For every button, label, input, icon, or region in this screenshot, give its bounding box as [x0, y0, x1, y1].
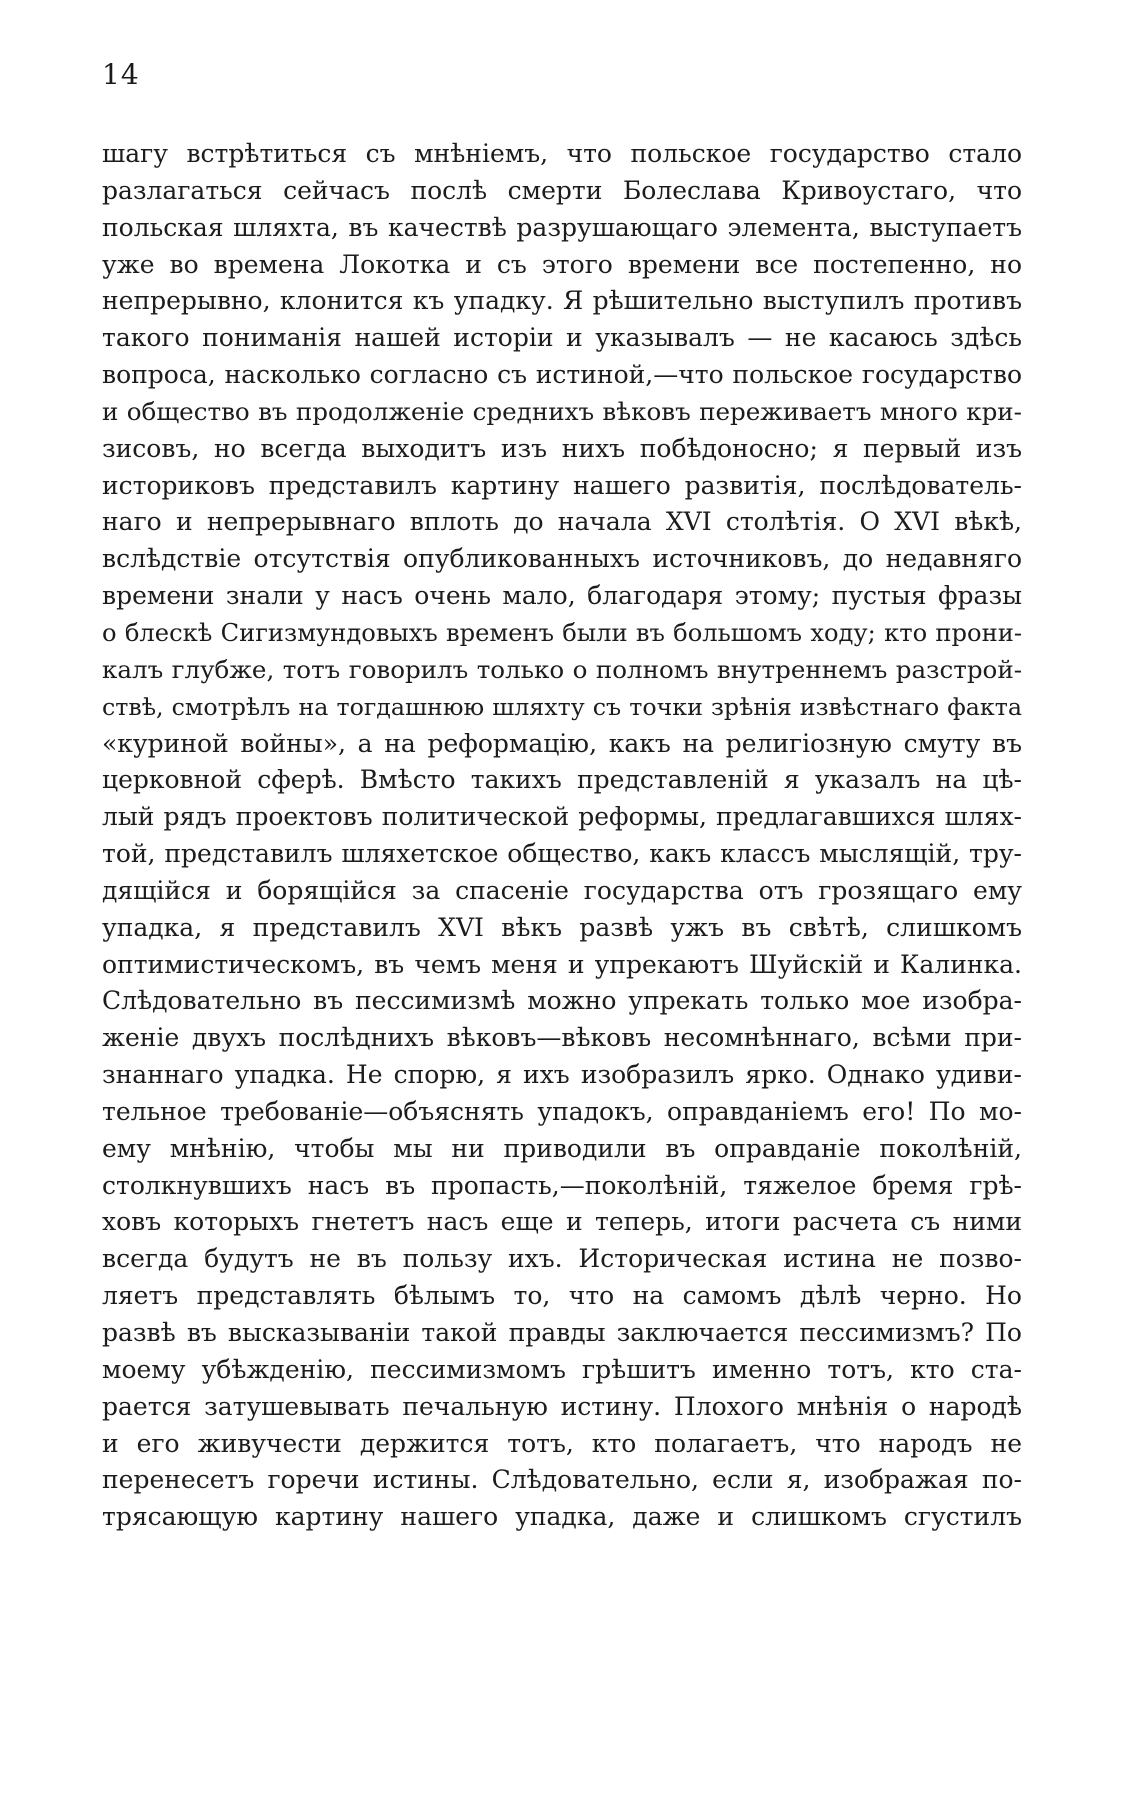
text-line: калъ глубже, тотъ говорилъ только о полномъ внутреннемъ разстрой- [102, 654, 1022, 684]
text-line: наго и непрерывнаго вплоть до начала XVI столѣтія. О XVI вѣкѣ, [102, 507, 1022, 537]
text-line: историковъ представилъ картину нашего развитія, послѣдователь- [102, 470, 1022, 500]
text-line: польская шляхта, въ качествѣ разрушающаго элемента, выступаетъ [102, 212, 1022, 242]
text-line: лый рядъ проектовъ политической реформы, предлагавшихся шлях- [102, 802, 1022, 832]
text-line: рается затушевывать печальную истину. Плохого мнѣнія о народѣ [102, 1391, 1022, 1421]
text-line: такого пониманія нашей исторіи и указывалъ — не касаюсь здѣсь [102, 323, 1022, 353]
text-line: ствѣ, смотрѣлъ на тогдашнюю шляхту съ точки зрѣнія извѣстнаго факта [102, 692, 1022, 721]
text-line: трясающую картину нашего упадка, даже и слишкомъ сгустилъ [102, 1502, 1022, 1532]
text-line: столкнувшихъ насъ въ пропасть,—поколѣній, тяжелое бремя грѣ- [102, 1170, 1022, 1200]
text-line: Слѣдовательно въ пессимизмѣ можно упрекать только мое изобра- [102, 986, 1022, 1016]
text-line: ему мнѣнію, чтобы мы ни приводили въ оправданіе поколѣній, [102, 1133, 1022, 1163]
text-line: времени знали у насъ очень мало, благодаря этому; пустыя фразы [102, 581, 1022, 611]
text-line: моему убѣжденію, пессимизмомъ грѣшитъ именно тотъ, кто ста- [102, 1354, 1022, 1384]
text-line: развѣ въ высказываніи такой правды заключается пессимизмъ? По [102, 1318, 1022, 1347]
text-line: тельное требованіе—объяснять упадокъ, оправданіемъ его! По мо- [102, 1096, 1022, 1126]
text-line: всегда будутъ не въ пользу ихъ. Историческая истина не позво- [102, 1244, 1022, 1274]
text-line: уже во времена Локотка и съ этого времени все постепенно, но [102, 249, 1022, 279]
text-line: женіе двухъ послѣднихъ вѣковъ—вѣковъ несомнѣннаго, всѣми при- [102, 1023, 1022, 1053]
text-line: дящійся и борящійся за спасеніе государства отъ грозящаго ему [102, 875, 1022, 905]
page-number: 14 [102, 58, 140, 91]
text-line: той, представилъ шляхетское общество, какъ классъ мыслящій, тру- [102, 839, 1022, 869]
text-line: и его живучести держится тотъ, кто полагаетъ, что народъ не [102, 1428, 1022, 1458]
text-line: вопроса, насколько согласно съ истиной,—что польское государствo [102, 360, 1022, 390]
text-line: и общество въ продолженіе среднихъ вѣковъ переживаетъ много кри- [102, 396, 1022, 426]
text-line: ховъ которыхъ гнететъ насъ еще и теперь, итоги расчета съ ними [102, 1207, 1022, 1237]
text-line: вслѣдствіе отсутствія опубликованныхъ источниковъ, до недавняго [102, 544, 1022, 574]
text-line: шагу встрѣтиться съ мнѣніемъ, что польское государство стало [102, 139, 1022, 168]
text-line: ляетъ представлять бѣлымъ то, что на самомъ дѣлѣ черно. Но [102, 1281, 1022, 1311]
text-line: непрерывно, клонится къ упадку. Я рѣшительно выступилъ противъ [102, 286, 1022, 316]
body-text [102, 136, 1022, 1536]
text-line: церковной сферѣ. Вмѣсто такихъ представленій я указалъ на цѣ- [102, 765, 1022, 795]
text-line: знаннаго упадка. Не спорю, я ихъ изобразилъ ярко. Однако удиви- [102, 1060, 1022, 1090]
text-line: оптимистическомъ, въ чемъ меня и упрекаютъ Шуйскій и Калинка. [102, 949, 1022, 979]
text-line: «куриной войны», а на реформацію, какъ на религіозную смуту въ [102, 728, 1022, 758]
text-line: перенесетъ горечи истины. Слѣдовательно, если я, изображая по- [102, 1465, 1022, 1495]
text-line: о блескѣ Сигизмундовыхъ временъ были въ большомъ ходу; кто прони- [102, 618, 1022, 647]
text-line: разлагаться сейчасъ послѣ смерти Болеслава Кривоустаго, что [102, 175, 1022, 205]
text-line: упадка, я представилъ XVI вѣкъ развѣ ужъ въ свѣтѣ, слишкомъ [102, 912, 1022, 942]
text-line: зисовъ, но всегда выходитъ изъ нихъ побѣдоносно; я первый изъ [102, 433, 1022, 463]
